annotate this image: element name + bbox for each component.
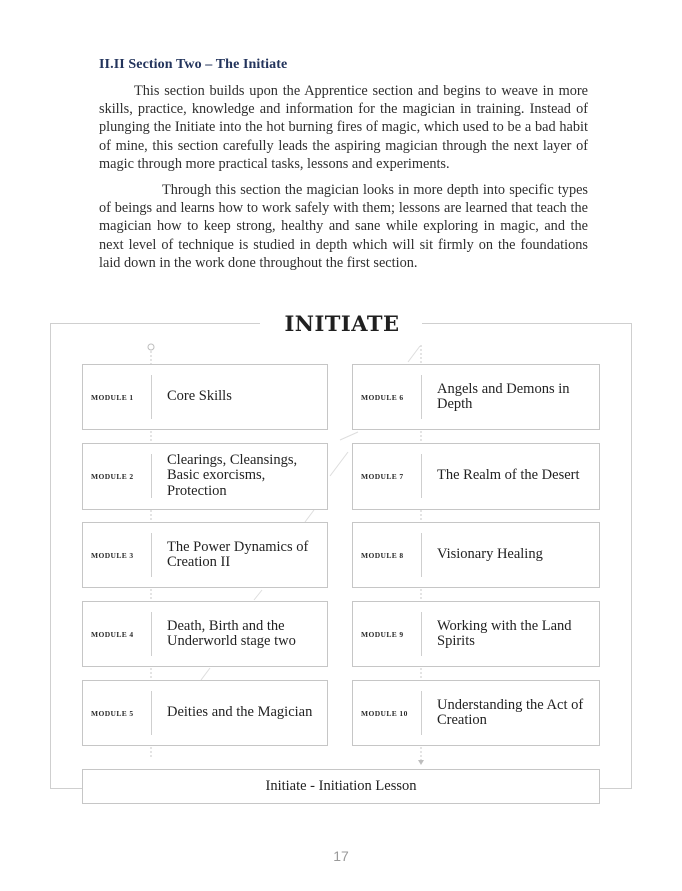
module-label: MODULE 5 xyxy=(91,708,134,718)
module-divider xyxy=(151,454,152,498)
page-number: 17 xyxy=(333,848,349,864)
module-title: The Power Dynamics of Creation II xyxy=(167,538,309,570)
module-label: MODULE 10 xyxy=(361,708,408,718)
module-box-3 xyxy=(82,522,328,588)
module-box-7 xyxy=(352,443,600,510)
module-label: MODULE 7 xyxy=(361,471,404,481)
module-title: Working with the Land Spirits xyxy=(437,617,572,649)
module-label: MODULE 2 xyxy=(91,471,134,481)
module-title: Visionary Healing xyxy=(437,546,543,563)
module-box-9 xyxy=(352,601,600,667)
module-divider xyxy=(151,691,152,735)
paragraph-2: Through this section the magician looks in more depth into specific types of beings and learns how to work safely with them; lessons are learned that teach the magician how to keep strong, healthy and sane while exploring in magic, and the next level of technique is studied in depth which will sit firmly on the foundations laid down in the work done throughout the first section. xyxy=(99,182,588,271)
module-box-8 xyxy=(352,522,600,588)
module-label: MODULE 6 xyxy=(361,392,404,402)
module-box-1 xyxy=(82,364,328,430)
diagram-title: INITIATE xyxy=(284,311,400,336)
module-title: The Realm of the Desert xyxy=(437,467,580,484)
module-label: MODULE 8 xyxy=(361,550,404,560)
module-title: Core Skills xyxy=(167,388,232,405)
module-box-10 xyxy=(352,680,600,746)
module-label: MODULE 1 xyxy=(91,392,134,402)
module-divider xyxy=(151,612,152,656)
paragraph-1: This section builds upon the Apprentice section and begins to weave in more skills, practice, knowledge and information for the magician in training. Instead of plunging the Initiate into the hot burning fires of magic, which used to be a bad habit of mine, this section carefully leads the aspiring magician through the next layer of magic through more practical tasks, lessons and experiments. xyxy=(99,83,588,172)
module-divider xyxy=(151,375,152,419)
module-box-2 xyxy=(82,443,328,510)
module-box-5 xyxy=(82,680,328,746)
module-title: Angels and Demons in Depth xyxy=(437,380,570,412)
module-divider xyxy=(421,454,422,498)
section-heading: II.II Section Two – The Initiate xyxy=(99,57,288,72)
module-title: Death, Birth and the Underworld stage two xyxy=(167,617,296,649)
module-label: MODULE 3 xyxy=(91,550,134,560)
module-box-4 xyxy=(82,601,328,667)
module-divider xyxy=(421,691,422,735)
module-title: Understanding the Act of Creation xyxy=(437,696,584,728)
module-divider xyxy=(421,533,422,577)
module-title: Clearings, Cleansings, Basic exorcisms, Protection xyxy=(167,451,298,499)
module-label: MODULE 4 xyxy=(91,629,134,639)
module-box-6 xyxy=(352,364,600,430)
module-divider xyxy=(421,375,422,419)
module-divider xyxy=(421,612,422,656)
module-divider xyxy=(151,533,152,577)
initiation-lesson-box: Initiate - Initiation Lesson xyxy=(82,769,600,804)
module-title: Deities and the Magician xyxy=(167,704,313,721)
module-label: MODULE 9 xyxy=(361,629,404,639)
